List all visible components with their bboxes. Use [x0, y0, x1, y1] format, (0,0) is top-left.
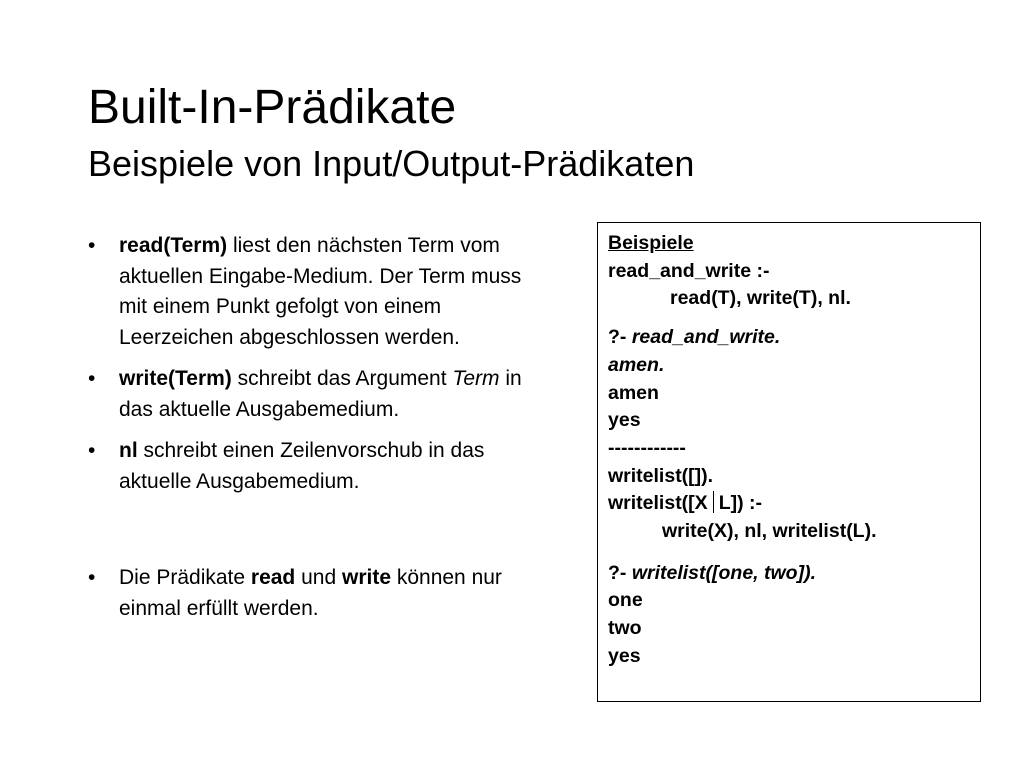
query-prompt: ?-	[608, 561, 632, 584]
bullet-icon: •	[88, 439, 96, 462]
bullet-icon: •	[88, 566, 96, 589]
bullet-write	[88, 364, 548, 425]
bullet-note-text-b: und	[295, 566, 342, 589]
code-line: read_and_write :-	[608, 259, 770, 282]
bullet-read-term: read(Term)	[119, 234, 228, 257]
bullet-note-text-a: Die Prädikate	[119, 566, 251, 589]
bullet-read-text: liest den nächsten Term vom aktuellen Eingabe-Medium. Der Term muss mit einem Punkt gefolgt von einem Leerzeichen abgeschlossen werden.	[119, 234, 522, 349]
input-line: amen.	[608, 353, 665, 376]
output-line: yes	[608, 644, 641, 667]
list-bar-icon	[713, 491, 714, 513]
code-line: write(X), nl, writelist(L).	[662, 520, 877, 543]
output-line: yes	[608, 409, 641, 432]
bullet-note-text-c: können nur einmal erfüllt werden.	[119, 566, 502, 620]
query-line	[608, 324, 970, 352]
bullet-write-italic: Term	[452, 367, 500, 390]
query-text: read_and_write.	[631, 326, 781, 349]
output-line: one	[608, 589, 643, 612]
bullet-list	[88, 231, 548, 624]
query-text: writelist([one, two]).	[631, 561, 816, 584]
bullet-nl-text: schreibt einen Zeilenvorschub in das aktuelle Ausgabemedium.	[119, 439, 485, 493]
bullet-write-term: write(Term)	[119, 367, 232, 390]
output-line: two	[608, 617, 642, 640]
code-part: writelist([X	[608, 492, 708, 515]
code-line: writelist([]).	[608, 464, 714, 487]
examples-heading: Beispiele	[608, 232, 694, 254]
code-line: read(T), write(T), nl.	[670, 287, 851, 310]
code-part: L]) :-	[718, 492, 762, 515]
query-prompt: ?-	[608, 326, 632, 349]
bullet-note-read: read	[250, 566, 296, 589]
examples-panel	[597, 222, 981, 702]
bullet-note	[88, 563, 548, 624]
bullet-icon: •	[88, 367, 96, 390]
bullet-nl-term: nl	[119, 439, 138, 462]
code-line	[608, 490, 970, 518]
slide-title: Built-In-Prädikate	[88, 81, 457, 134]
output-line: amen	[608, 381, 659, 404]
bullet-nl	[88, 436, 548, 497]
bullet-write-text-a: schreibt das Argument	[231, 367, 453, 390]
query-line	[608, 560, 970, 588]
bullet-icon: •	[88, 234, 96, 257]
bullet-note-write: write	[341, 566, 391, 589]
separator-line: ------------	[608, 436, 686, 459]
bullet-write-text-b: in das aktuelle Ausgabemedium.	[119, 367, 522, 421]
slide-subtitle: Beispiele von Input/Output-Prädikaten	[88, 143, 695, 184]
bullet-read	[88, 231, 548, 353]
